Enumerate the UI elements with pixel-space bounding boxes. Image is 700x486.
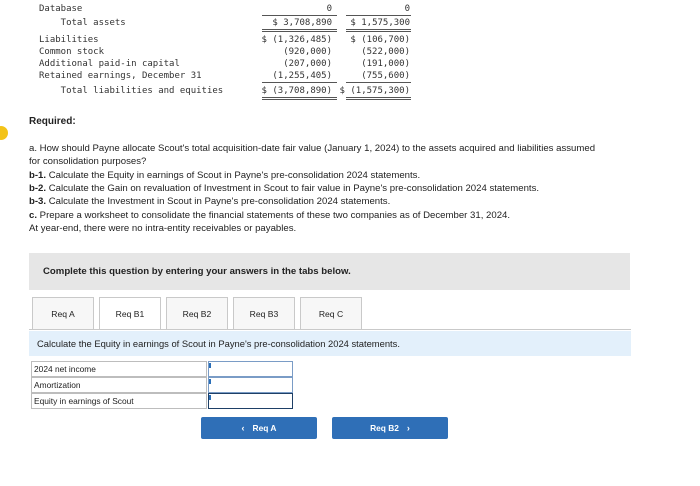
required-line: b-1. Calculate the Equity in earnings of Scout in Payne's pre-consolidation 2024 statements. bbox=[29, 170, 421, 181]
double-underline bbox=[262, 97, 337, 98]
complete-prompt-text: Complete this question by entering your answers in the tabs below. bbox=[43, 266, 351, 277]
prev-button-label: Req A bbox=[252, 423, 277, 433]
payne-common-stock: (920,000) bbox=[283, 47, 332, 57]
payne-liabilities: $ (1,326,485) bbox=[261, 35, 332, 45]
grid-row-net-income bbox=[31, 361, 293, 377]
instruction-banner bbox=[29, 331, 631, 356]
underline bbox=[262, 82, 337, 83]
required-line: a. How should Payne allocate Scout's total acquisition-date fair value (January 1, 2024) to the assets acquired and liabilities assumed bbox=[29, 143, 596, 154]
next-button-label: Req B2 bbox=[370, 423, 399, 433]
required-line: for consolidation purposes? bbox=[29, 156, 147, 167]
payne-apic: (207,000) bbox=[283, 59, 332, 69]
equity-earnings-input[interactable] bbox=[208, 393, 293, 409]
instruction-text: Calculate the Equity in earnings of Scout in Payne's pre-consolidation 2024 statements. bbox=[37, 338, 400, 349]
scout-liabilities: $ (106,700) bbox=[350, 35, 410, 45]
required-heading: Required: bbox=[29, 116, 76, 127]
double-underline bbox=[262, 29, 337, 30]
tab-divider bbox=[29, 329, 631, 330]
grid-label-equity-earnings: Equity in earnings of Scout bbox=[31, 393, 207, 409]
double-underline bbox=[262, 99, 337, 100]
grid-label-net-income: 2024 net income bbox=[31, 361, 207, 377]
scout-total-liab-equities: $ (1,575,300) bbox=[339, 86, 410, 96]
grid-label-amortization: Amortization bbox=[31, 377, 207, 393]
payne-total-assets: $ 3,708,890 bbox=[272, 18, 332, 28]
underline bbox=[346, 82, 411, 83]
required-line: b-2. Calculate the Gain on revaluation of Investment in Scout to fair value in Payne's pre-consolidation 2024 statements. bbox=[29, 183, 540, 194]
scout-common-stock: (522,000) bbox=[361, 47, 410, 57]
chevron-left-icon: ‹ bbox=[241, 423, 245, 433]
underline bbox=[262, 15, 337, 16]
tab-req-b3[interactable]: Req B3 bbox=[233, 297, 295, 329]
row-label-liabilities: Liabilities bbox=[39, 35, 99, 45]
row-label-retained-earnings: Retained earnings, December 31 bbox=[39, 71, 202, 81]
net-income-input[interactable] bbox=[208, 361, 293, 377]
payne-database: 0 bbox=[326, 4, 332, 14]
double-underline bbox=[346, 99, 411, 100]
payne-total-liab-equities: $ (3,708,890) bbox=[261, 86, 332, 96]
scout-total-assets: $ 1,575,300 bbox=[350, 18, 410, 28]
double-underline bbox=[346, 97, 411, 98]
payne-retained-earnings: (1,255,405) bbox=[272, 71, 332, 81]
amortization-input[interactable] bbox=[208, 377, 293, 393]
row-label-apic: Additional paid-in capital bbox=[39, 59, 180, 69]
required-line: b-3. Calculate the Investment in Scout in Payne's pre-consolidation 2024 statements. bbox=[29, 196, 391, 207]
grid-row-amortization bbox=[31, 377, 293, 393]
question-indicator-dot bbox=[0, 126, 8, 140]
scout-apic: (191,000) bbox=[361, 59, 410, 69]
prev-req-a-button[interactable] bbox=[201, 417, 317, 439]
tab-req-c[interactable]: Req C bbox=[300, 297, 362, 329]
double-underline bbox=[346, 29, 411, 30]
scout-retained-earnings: (755,600) bbox=[361, 71, 410, 81]
row-label-common-stock: Common stock bbox=[39, 47, 105, 57]
scout-database: 0 bbox=[404, 4, 410, 14]
double-underline bbox=[346, 31, 411, 32]
row-label-database: Database bbox=[39, 4, 83, 14]
required-line: c. Prepare a worksheet to consolidate the financial statements of these two companies as of December 31, 2024. bbox=[29, 210, 511, 221]
tab-req-a[interactable]: Req A bbox=[32, 297, 94, 329]
tab-req-b2[interactable]: Req B2 bbox=[166, 297, 228, 329]
row-label-total-liab-equities: Total liabilities and equities bbox=[39, 86, 224, 96]
required-line: At year-end, there were no intra-entity receivables or payables. bbox=[29, 223, 297, 234]
row-label-total-assets: Total assets bbox=[39, 18, 126, 28]
tab-req-b1[interactable]: Req B1 bbox=[99, 297, 161, 329]
double-underline bbox=[262, 31, 337, 32]
chevron-right-icon: › bbox=[406, 423, 410, 433]
next-req-b2-button[interactable] bbox=[332, 417, 448, 439]
complete-prompt-banner bbox=[29, 253, 630, 290]
underline bbox=[346, 15, 411, 16]
grid-row-equity-earnings bbox=[31, 393, 293, 409]
